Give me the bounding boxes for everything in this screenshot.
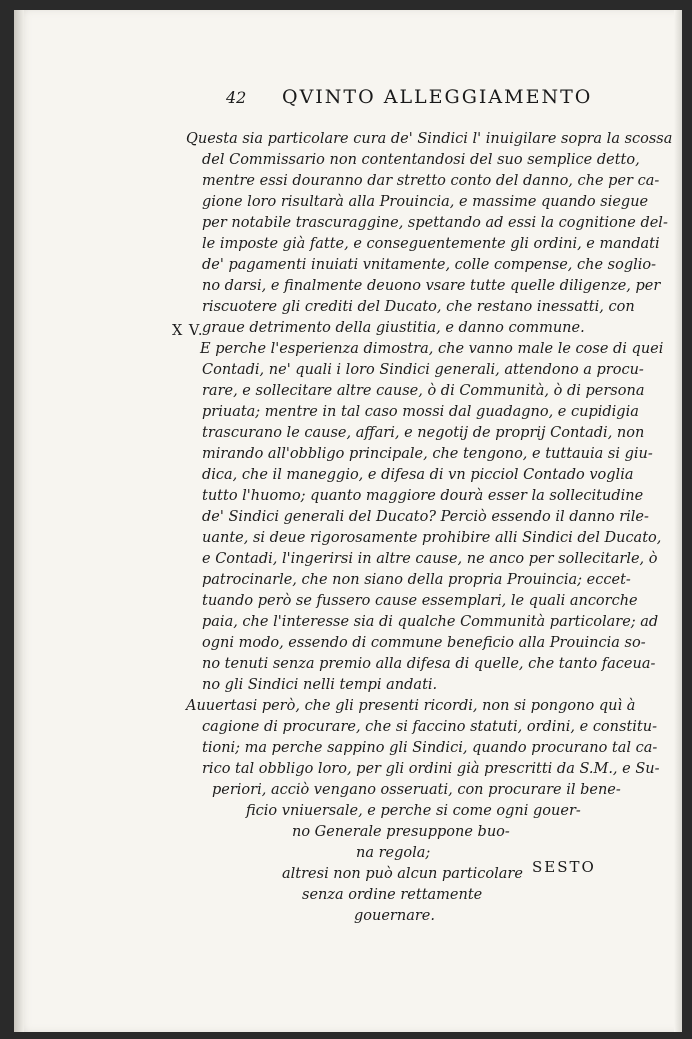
running-title: QVINTO ALLEGGIAMENTO <box>282 86 593 108</box>
page-number: 42 <box>226 88 247 107</box>
text-line: altresi non può alcun particolare <box>282 866 523 882</box>
text-line: ogni modo, essendo di commune beneficio alla Prouincia so- <box>202 635 646 651</box>
page-edge <box>674 10 682 1032</box>
text-line: e Contadi, l'ingerirsi in altre cause, ne anco per sollecitarle, ò <box>202 551 658 567</box>
text-line: graue detrimento della giustitia, e danno commune. <box>202 320 585 336</box>
text-line: cagione di procurare, che si faccino statuti, ordini, e constitu- <box>202 719 657 735</box>
text-line: patrocinarle, che non siano della propria Prouincia; eccet- <box>202 572 631 588</box>
text-line: na regola; <box>356 845 431 861</box>
text-line: gione loro risultarà alla Prouincia, e massime quando siegue <box>202 194 649 210</box>
text-line: rare, e sollecitare altre cause, ò di Communità, ò di persona <box>202 383 645 399</box>
text-line: gouernare. <box>354 908 435 924</box>
section-marker: X V. <box>172 323 204 339</box>
text-line: no tenuti senza premio alla difesa di quelle, che tanto faceua- <box>202 656 656 672</box>
text-line: dica, che il maneggio, e difesa di vn picciol Contado voglia <box>202 467 634 483</box>
text-line: senza ordine rettamente <box>302 887 483 903</box>
catchword: SESTO <box>532 858 596 876</box>
text-line: paia, che l'interesse sia di qualche Communità particolare; ad <box>202 614 659 630</box>
text-line: per notabile trascuraggine, spettando ad essi la cognitione del- <box>202 215 668 231</box>
text-line: tuando però se fussero cause essemplari, le quali ancorche <box>202 593 638 609</box>
text-line: periori, acciò vengano osseruati, con procurare il bene- <box>212 782 621 798</box>
book-page <box>14 10 682 1032</box>
text-line: ficio vniuersale, e perche si come ogni gouer- <box>246 803 581 819</box>
text-line: mentre essi douranno dar stretto conto del danno, che per ca- <box>202 173 660 189</box>
text-line: no darsi, e finalmente deuono vsare tutte quelle diligenze, per <box>202 278 661 294</box>
text-line: priuata; mentre in tal caso mossi dal guadagno, e cupidigia <box>202 404 639 420</box>
text-line: E perche l'esperienza dimostra, che vanno male le cose di quei <box>200 341 664 357</box>
text-line: mirando all'obbligo principale, che tengono, e tuttauia si giu- <box>202 446 653 462</box>
text-line: no Generale presuppone buo- <box>292 824 510 840</box>
text-line: Contadi, ne' quali i loro Sindici generali, attendono a procu- <box>202 362 644 378</box>
text-line: rico tal obbligo loro, per gli ordini già prescritti da S.M., e Su- <box>202 761 660 777</box>
text-line: tutto l'huomo; quanto maggiore dourà esser la sollecitudine <box>202 488 644 504</box>
text-line: de' pagamenti inuiati vnitamente, colle compense, che soglio- <box>202 257 657 273</box>
text-line: no gli Sindici nelli tempi andati. <box>202 677 438 693</box>
text-line: uante, si deue rigorosamente prohibire alli Sindici del Ducato, <box>202 530 662 546</box>
text-line: del Commissario non contentandosi del suo semplice detto, <box>202 152 640 168</box>
text-line: Questa sia particolare cura de' Sindici l' inuigilare sopra la scossa <box>186 131 673 147</box>
text-line: tioni; ma perche sappino gli Sindici, quando procurano tal ca- <box>202 740 658 756</box>
text-line: riscuotere gli crediti del Ducato, che restano inessatti, con <box>202 299 635 315</box>
text-line: le imposte già fatte, e conseguentemente gli ordini, e mandati <box>202 236 660 252</box>
page-gutter-shadow <box>14 10 24 1032</box>
text-line: trascurano le cause, affari, e negotij de proprij Contadi, non <box>202 425 645 441</box>
text-line: Auuertasi però, che gli presenti ricordi, non si pongono quì à <box>186 698 636 714</box>
text-line: de' Sindici generali del Ducato? Perciò essendo il danno rile- <box>202 509 649 525</box>
